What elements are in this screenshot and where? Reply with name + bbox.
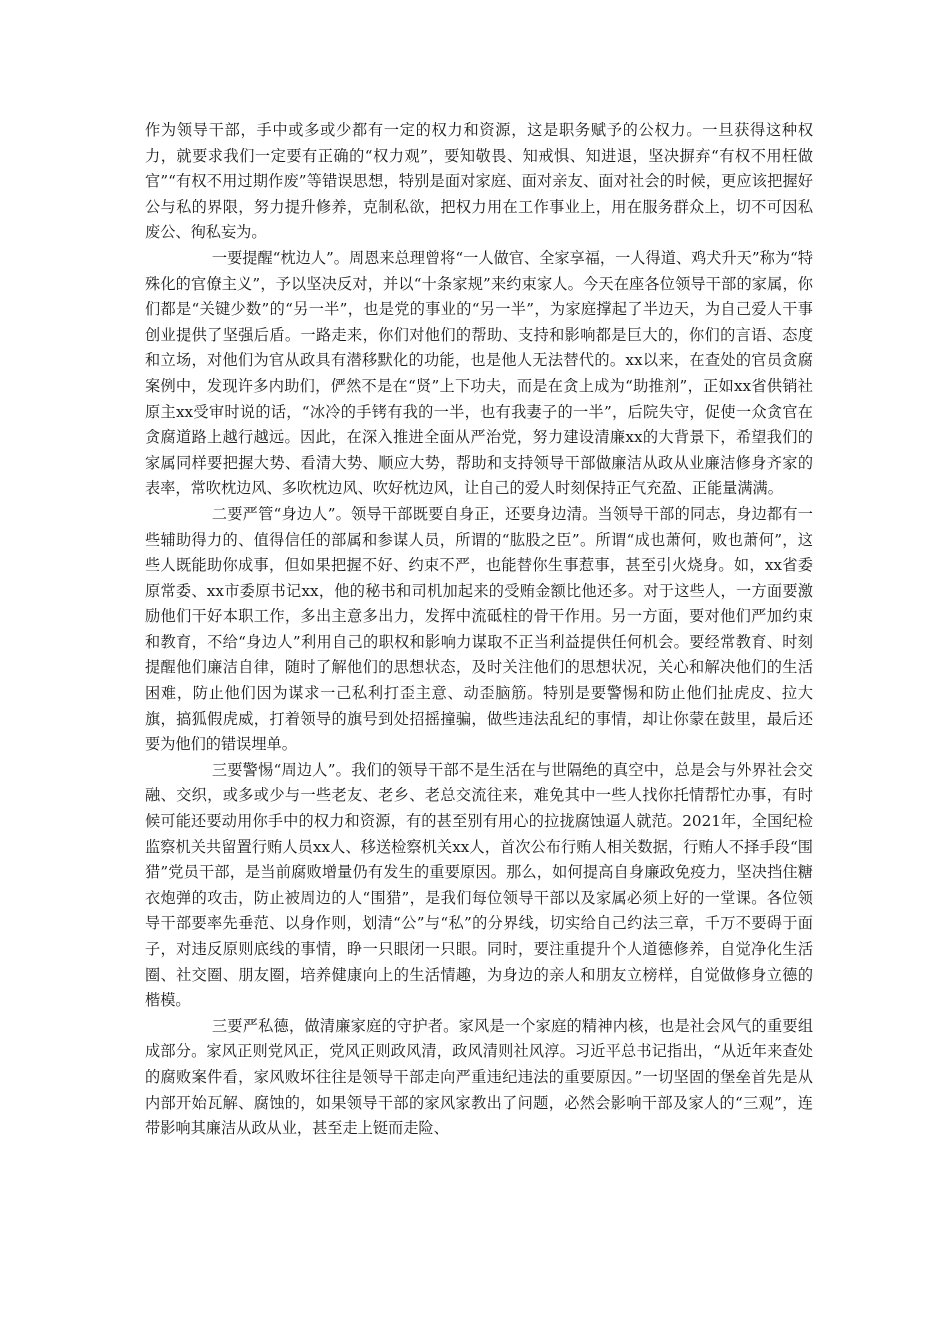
paragraph-power-view: 作为领导干部，手中或多或少都有一定的权力和资源，这是职务赋予的公权力。一旦获得这种权力，就要求我们一定要有正确的“权力观”，要知敬畏、知戒惧、知进退，坚决摒弃“有权不用枉做官”“有权不用过期作废”等错误思想，特别是面对家庭、面对亲友、面对社会的时候，更应该把握好公与私的界限，努力提升修养，克制私欲，把权力用在工作事业上，用在服务群众上，切不可因私废公、徇私妄为。 — [145, 121, 813, 242]
paragraph-surroundings: 三要警惕“周边人”。我们的领导干部不是生活在与世隔绝的真空中，总是会与外界社会交融、交织，或多或少与一些老友、老乡、老总交流往来，难免其中一些人找你托情帮忙办事，有时候可能还要动用你手中的权力和资源，有的甚至别有用心的拉拢腐蚀逼人就范。2021年，全国纪检监察机关共留置行贿人员xx人、移送检察机关xx人，首次公布行贿人相关数据，行贿人不择手段“围猎”党员干部，是当前腐败增量仍有发生的重要原因。那么，如何提高自身廉政免疫力，坚决挡住糖衣炮弹的攻击，防止被周边的人“围猎”，是我们每位领导干部以及家属必须上好的一堂课。各位领导干部要率先垂范、以身作则，划清“公”与“私”的分界线，切实给自己约法三章，千万不要碍于面子，对违反原则底线的事情，睁一只眼闭一只眼。同时，要注重提升个人道德修养，自觉净化生活圈、社交圈、朋友圈，培养健康向上的生活情趣，为身边的亲人和朋友立榜样，自觉做修身立德的楷模。 — [145, 760, 813, 1010]
document-body — [145, 118, 813, 1142]
paragraph-staff: 二要严管“身边人”。领导干部既要自身正，还要身边清。当领导干部的同志，身边都有一些辅助得力的、值得信任的部属和参谋人员，所谓的“肱股之臣”。所谓“成也萧何，败也萧何”，这些人既能助你成事，但如果把握不好、约束不严，也能替你生事惹事，甚至引火烧身。如，xx省委原常委、xx市委原书记xx，他的秘书和司机加起来的受贿金额比他还多。对于这些人，一方面要激励他们干好本职工作，多出主意多出力，发挥中流砥柱的骨干作用。另一方面，要对他们严加约束和教育，不给“身边人”利用自己的职权和影响力谋取不正当利益提供任何机会。要经常教育、时刻提醒他们廉洁自律，随时了解他们的思想状态，及时关注他们的思想状况，关心和解决他们的生活困难，防止他们因为谋求一己私利打歪主意、动歪脑筋。特别是要警惕和防止他们扯虎皮、拉大旗，搞狐假虎威，打着领导的旗号到处招摇撞骗，做些违法乱纪的事情，却让你蒙在鼓里，最后还要为他们的错误埋单。 — [145, 504, 813, 754]
paragraph-family-ethics: 三要严私德，做清廉家庭的守护者。家风是一个家庭的精神内核，也是社会风气的重要组成部分。家风正则党风正，党风正则政风清，政风清则社风淳。习近平总书记指出，“从近年来查处的腐败案件看，家风败坏往往是领导干部走向严重违纪违法的重要原因。”一切坚固的堡垒首先是从内部开始瓦解、腐蚀的，如果领导干部的家风家教出了问题，必然会影响干部及家人的“三观”，连带影响其廉洁从政从业，甚至走上铤而走险、 — [145, 1016, 813, 1138]
paragraph-spouse: 一要提醒“枕边人”。周恩来总理曾将“一人做官、全家享福，一人得道、鸡犬升天”称为“特殊化的官僚主义”，予以坚决反对，并以“十条家规”来约束家人。今天在座各位领导干部的家属，你们都是“关键少数”的“另一半”，也是党的事业的“另一半”，为家庭撑起了半边天，为自己爱人干事创业提供了坚强后盾。一路走来，你们对他们的帮助、支持和影响都是巨大的，你们的言语、态度和立场，对他们为官从政具有潜移默化的功能，也是他人无法替代的。xx以来，在查处的官员贪腐案例中，发现许多内助们，俨然不是在“贤”上下功夫，而是在贪上成为“助推剂”，正如xx省供销社原主xx受审时说的话，“冰冷的手铐有我的一半，也有我妻子的一半”，后院失守，促使一众贪官在贪腐道路上越行越远。因此，在深入推进全面从严治党，努力建设清廉xx的大背景下，希望我们的家属同样要把握大势、看清大势、顺应大势，帮助和支持领导干部做廉洁从政从业廉洁修身齐家的表率，常吹枕边风、多吹枕边风、吹好枕边风，让自己的爱人时刻保持正气充盈、正能量满满。 — [145, 248, 813, 498]
